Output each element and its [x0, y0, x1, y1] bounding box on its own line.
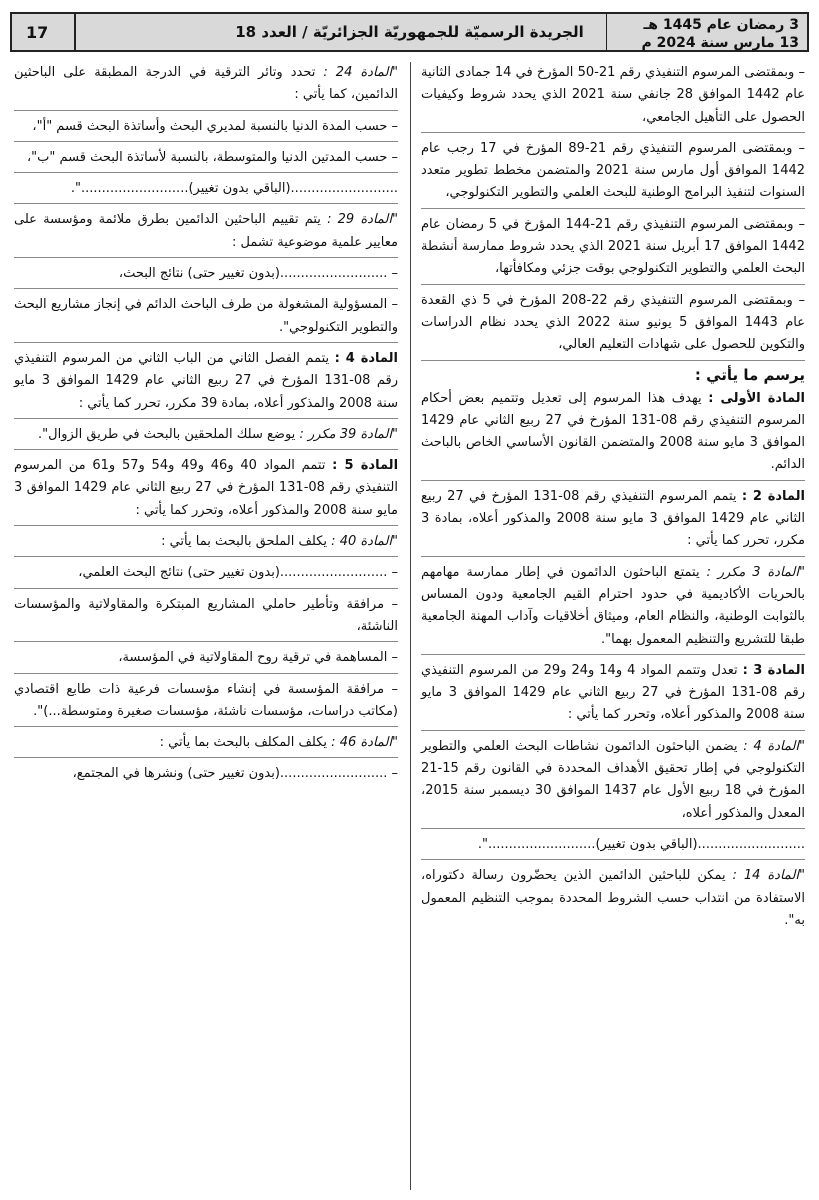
- text-paragraph: [14, 594, 398, 639]
- paragraph-text: – ..........................(بدون تغيير حتى) ونشرها في المجتمع،: [72, 766, 398, 782]
- article-paragraph: [421, 486, 805, 553]
- article-heading: المادة 2 :: [741, 488, 805, 504]
- paragraph-rule: [421, 480, 805, 481]
- text-paragraph: [14, 178, 398, 200]
- paragraph-text: – ..........................(بدون تغيير حتى) نتائج البحث،: [118, 266, 398, 282]
- paragraph-rule: [421, 654, 805, 655]
- paragraph-rule: [421, 828, 805, 829]
- paragraph-rule: [421, 208, 805, 209]
- paragraph-text: – وبمقتضى المرسوم التنفيذي رقم 21-89 المؤرخ في 17 رجب عام 1442 الموافق أول مارس سنة 2021 والمتضمن مخطط تطوير متعدد السنوات لتنفيذ البرامج الوطنية للبحث العلمي والتطوير التكنولوجي،: [421, 140, 806, 201]
- quoted-article: [14, 62, 398, 107]
- paragraph-text: – وبمقتضى المرسوم التنفيذي رقم 21-144 المؤرخ في 5 رمضان عام 1442 الموافق 17 أبريل سنة 2021 الذي يحدد شروط ممارسة أنشطة البحث العلمي والتطوير التكنولوجي بوقت جزئي ومكافأتها،: [421, 216, 805, 277]
- date-gregorian: 13 مارس سنة 2024 م: [641, 35, 799, 51]
- paragraph-rule: [14, 525, 398, 526]
- paragraph-text: تحدد وتائر الترقية في الدرجة المطبقة على الباحثين الدائمين، كما يأتي :: [14, 65, 398, 103]
- paragraph-text: يتم تقييم الباحثين الدائمين بطرق ملائمة ومؤسسة على معايير علمية موضوعية تشمل :: [14, 212, 398, 250]
- quoted-article: [421, 736, 805, 825]
- text-paragraph: [421, 834, 805, 856]
- paragraph-text: – وبمقتضى المرسوم التنفيذي رقم 21-50 المؤرخ في 14 جمادى الثانية عام 1442 الموافق 28 جانفي سنة 2021 الذي يحدد شروط وكيفيات الحصول على التأهيل الجامعي،: [421, 65, 806, 125]
- article-heading: المادة 4 :: [334, 350, 398, 366]
- paragraph-text: يكلف المكلف بالبحث بما يأتي :: [159, 735, 332, 751]
- text-paragraph: [14, 263, 398, 285]
- paragraph-text: تتمم المواد 40 و46 و49 و54 و57 و61 من المرسوم التنفيذي رقم 08-131 المؤرخ في 27 ربيع الثاني عام 1429 الموافق 3 مايو سنة 2008 والمذكور أعلاه، وتحرر كما يأتي :: [14, 458, 398, 518]
- paragraph-text: – وبمقتضى المرسوم التنفيذي رقم 22-208 المؤرخ في 5 ذي القعدة عام 1443 الموافق 5 يونيو سنة 2022 الذي يحدد نظام الدراسات والتكوين للحصول على شهادات التعليم العالي،: [421, 292, 805, 353]
- paragraph-rule: [421, 730, 805, 731]
- left-column: [10, 62, 398, 1190]
- article-heading: المادة 5 :: [332, 458, 399, 474]
- article-paragraph: [14, 455, 398, 522]
- paragraph-text: يتمم الفصل الثاني من الباب الثاني من المرسوم التنفيذي رقم 08-131 المؤرخ في 27 ربيع الثاني عام 1429 الموافق 3 مايو سنة 2008 والمذكور أعلاه، بمادة 39 مكرر، تحرر كما يأتي :: [14, 350, 399, 411]
- article-heading: المادة الأولى :: [708, 390, 806, 406]
- paragraph-rule: [421, 859, 805, 860]
- text-paragraph: [14, 147, 398, 169]
- text-paragraph: [14, 647, 398, 669]
- paragraph-text: – ..........................(بدون تغيير حتى) نتائج البحث العلمي،: [78, 565, 398, 581]
- text-paragraph: [421, 62, 805, 129]
- paragraph-text: يهدف هذا المرسوم إلى تعديل وتتميم بعض أحكام المرسوم التنفيذي رقم 08-131 المؤرخ في 27 ربيع الثاني عام 1429 الموافق 3 مايو سنة 2008 والمتضمن القانون الأساسي الخاص بالباحث الدائم.: [421, 390, 805, 473]
- paragraph-text: يتمم المرسوم التنفيذي رقم 08-131 المؤرخ في 27 ربيع الثاني عام 1429 الموافق 3 مايو سنة 2008 والمذكور أعلاه، بمادة 3 مكرر، تحرر كما يأتي :: [421, 488, 805, 549]
- gazette-title: الجريدة الرسميّة للجمهوريّة الجزائريّة / العدد 18: [235, 23, 584, 41]
- decree-heading: يرسم ما يأتي :: [694, 365, 805, 384]
- paragraph-rule: [14, 418, 398, 419]
- paragraph-rule: [14, 141, 398, 142]
- quoted-article: [421, 562, 805, 651]
- paragraph-text: – مرافقة المؤسسة في إنشاء مؤسسات فرعية ذات طابع اقتصادي (مكاتب دراسات، مؤسسات ناشئة، مؤسسات صغيرة ومتوسطة...)".: [14, 681, 398, 719]
- column-divider: [410, 62, 412, 1190]
- paragraph-rule: [14, 172, 398, 173]
- paragraph-rule: [14, 257, 398, 258]
- text-paragraph: [421, 214, 805, 281]
- paragraph-rule: [14, 641, 398, 642]
- paragraph-text: – حسب المدة الدنيا بالنسبة لمديري البحث وأساتذة البحث قسم "أ"،: [32, 118, 398, 134]
- article-paragraph: [421, 388, 805, 477]
- paragraph-rule: [421, 284, 805, 285]
- paragraph-rule: [421, 556, 805, 557]
- article-heading: المادة 3 :: [742, 662, 805, 678]
- paragraph-rule: [14, 757, 398, 758]
- article-paragraph: [421, 660, 805, 727]
- paragraph-text: يمكن للباحثين الدائمين الذين يحضّرون رسالة دكتوراه، الاستفادة من انتداب حسب الشروط المحددة بموجب التنظيم المعمول به".: [421, 868, 805, 928]
- paragraph-rule: [14, 110, 398, 111]
- quoted-article: [14, 424, 398, 446]
- text-paragraph: [14, 679, 398, 724]
- header-separator: [74, 14, 76, 50]
- article-heading: "المادة 29 :: [327, 212, 398, 228]
- quoted-article: [421, 865, 805, 932]
- paragraph-text: ..........................(الباقي بدون تغيير)..........................".: [477, 836, 805, 852]
- text-paragraph: [14, 294, 398, 339]
- paragraph-rule: [14, 203, 398, 204]
- paragraph-rule: [14, 288, 398, 289]
- paragraph-rule: [14, 726, 398, 727]
- article-heading: "المادة 4 :: [743, 738, 806, 754]
- article-heading: "المادة 39 مكرر :: [299, 426, 398, 442]
- right-column: [421, 62, 809, 1190]
- paragraph-text: – حسب المدتين الدنيا والمتوسطة، بالنسبة لأساتذة البحث قسم "ب"،: [26, 149, 398, 165]
- article-heading: "المادة 24 :: [323, 65, 399, 80]
- article-heading: "المادة 14 :: [732, 868, 806, 884]
- paragraph-rule: [14, 673, 398, 674]
- page-header: [10, 12, 809, 52]
- paragraph-rule: [421, 132, 805, 133]
- quoted-article: [14, 531, 398, 553]
- paragraph-text: يتمتع الباحثون الدائمون في إطار ممارسة مهامهم بالحريات الأكاديمية في حدود احترام القيم الجامعية ودون المساس بالثوابت الوطنية، والنظام العام، وميثاق أخلاقيات وآداب المهنة الجامعية طبقا للتشريع والتنظيم المعمول بهما".: [421, 564, 805, 647]
- article-heading: "المادة 40 :: [331, 534, 398, 550]
- text-paragraph: [14, 763, 398, 785]
- article-paragraph: [14, 348, 398, 415]
- quoted-article: [14, 732, 398, 754]
- paragraph-rule: [421, 360, 805, 361]
- paragraph-rule: [14, 588, 398, 589]
- paragraph-text: – المساهمة في ترقية روح المقاولاتية في المؤسسة،: [118, 650, 398, 666]
- paragraph-text: يوضع سلك الملحقين بالبحث في طريق الزوال".: [38, 426, 300, 442]
- paragraph-rule: [14, 449, 398, 450]
- text-paragraph: [14, 116, 398, 138]
- paragraph-text: ..........................(الباقي بدون تغيير)..........................".: [70, 181, 398, 197]
- text-columns: [10, 62, 809, 1190]
- article-heading: "المادة 3 مكرر :: [706, 564, 805, 580]
- paragraph-rule: [14, 556, 398, 557]
- paragraph-text: – المسؤولية المشغولة من طرف الباحث الدائم في إنجاز مشاريع البحث والتطوير التكنولوجي".: [14, 297, 398, 335]
- paragraph-rule: [14, 342, 398, 343]
- paragraph-text: يضمن الباحثون الدائمون نشاطات البحث العلمي والتطوير التكنولوجي في إطار تحقيق الأهداف المحددة في القانون رقم 15-21 المؤرخ في 18 ربيع الأول عام 1437 الموافق 30 ديسمبر سنة 2015، المعدل والمذكور أعلاه،: [421, 738, 805, 821]
- text-paragraph: [14, 562, 398, 584]
- paragraph-text: – مرافقة وتأطير حاملي المشاريع المبتكرة والمقاولاتية والمؤسسات الناشئة،: [14, 596, 398, 634]
- page-number: 17: [26, 23, 49, 42]
- text-paragraph: [421, 138, 805, 205]
- article-heading: "المادة 46 :: [331, 735, 398, 751]
- quoted-article: [14, 209, 398, 254]
- paragraph-text: يكلف الملحق بالبحث بما يأتي :: [161, 534, 332, 550]
- paragraph-text: تعدل وتتمم المواد 4 و14 و24 و29 من المرسوم التنفيذي رقم 08-131 المؤرخ في 27 ربيع الثاني عام 1429 الموافق 3 مايو سنة 2008 والمذكور أعلاه، وتحرر كما يأتي :: [421, 662, 806, 723]
- date-hijri: 3 رمضان عام 1445 هـ: [643, 17, 799, 33]
- text-paragraph: [421, 290, 805, 357]
